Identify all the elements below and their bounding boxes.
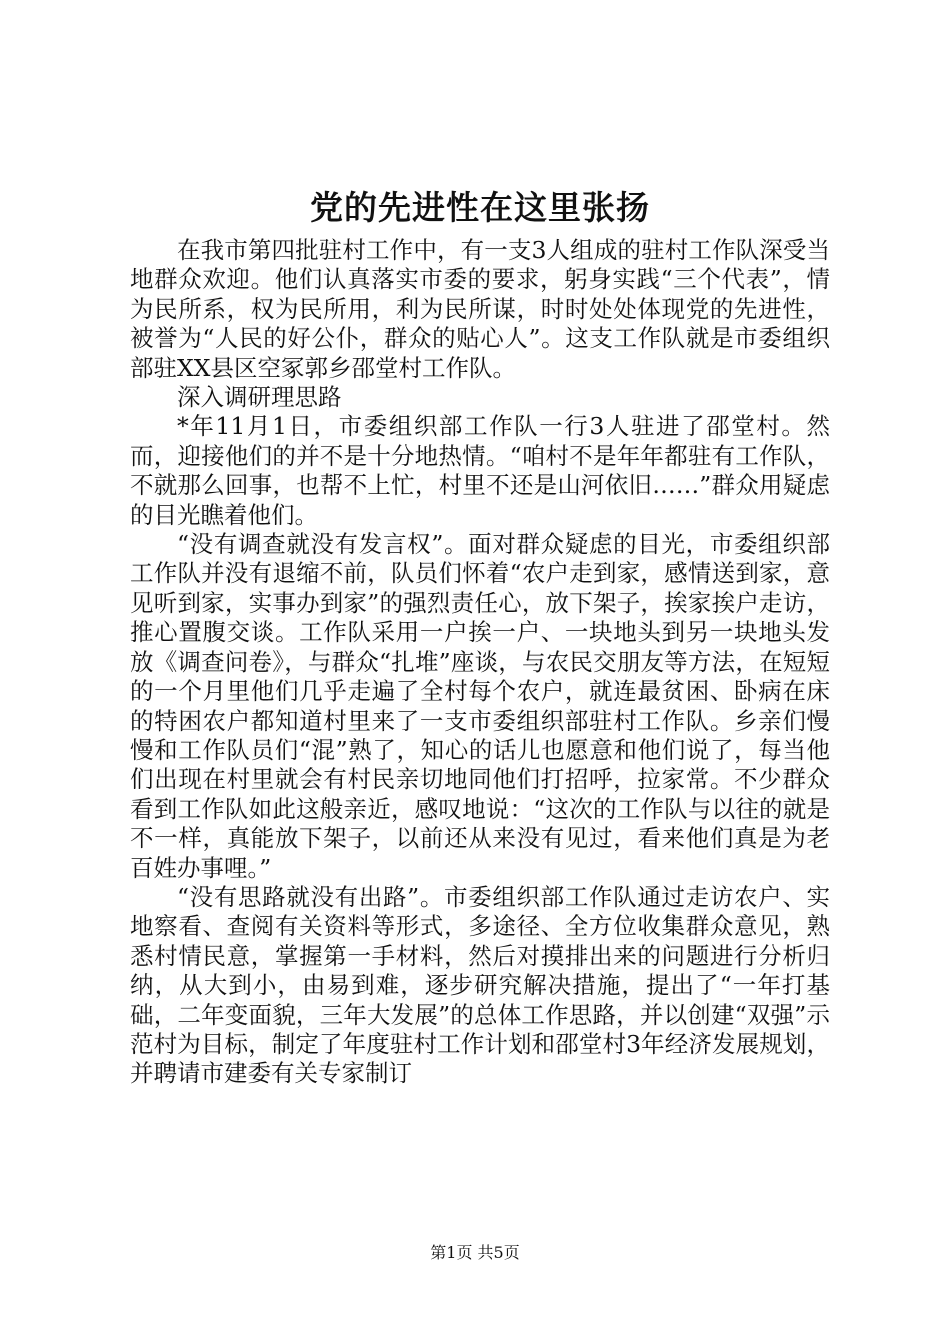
page-footer: 第1页 共5页 bbox=[430, 1243, 520, 1262]
document-body bbox=[130, 236, 830, 1089]
document-page bbox=[130, 180, 830, 1089]
section-heading: 深入调研理思路 bbox=[177, 383, 342, 412]
paragraph-investigation: “没有调查就没有发言权”。面对群众疑虑的目光，市委组织部工作队并没有退缩不前，队员们怀着“农户走到家，感情送到家，意见听到家，实事办到家”的强烈责任心，放下架子，挨家挨户走访，推心置腹交谈。工作队采用一户挨一户、一块地头到另一块地头发放《调查问卷》，与群众“扎堆”座谈，与农民交朋友等方法，在短短的一个月里他们几乎走遍了全村每个农户，就连最贫困、卧病在床的特困农户都知道村里来了一支市委组织部驻村工作队。乡亲们慢慢和工作队员们“混”熟了，知心的话儿也愿意和他们说了，每当他们出现在村里就会有村民亲切地同他们打招呼，拉家常。不少群众看到工作队如此这般亲近，感叹地说：“这次的工作队与以往的就是不一样，真能放下架子，以前还从来没有见过，看来他们真是为老百姓办事哩。” bbox=[130, 530, 830, 882]
paragraph-planning: “没有思路就没有出路”。市委组织部工作队通过走访农户、实地察看、查阅有关资料等形式，多途径、全方位收集群众意见，熟悉村情民意，掌握第一手材料，然后对摸排出来的问题进行分析归纳，从大到小，由易到难，逐步研究解决措施，提出了“一年打基础，二年变面貌，三年大发展”的总体工作思路，并以创建“双强”示范村为目标，制定了年度驻村工作计划和邵堂村3年经济发展规划，并聘请市建委有关专家制订 bbox=[130, 882, 830, 1088]
paragraph-arrival: *年11月1日，市委组织部工作队一行3人驻进了邵堂村。然而，迎接他们的并不是十分地热情。“咱村不是年年都驻有工作队，不就那么回事，也帮不上忙，村里不还是山河依旧……”群众用疑虑的目光瞧着他们。 bbox=[130, 412, 830, 529]
paragraph-intro: 在我市第四批驻村工作中，有一支3人组成的驻村工作队深受当地群众欢迎。他们认真落实市委的要求，躬身实践“三个代表”，情为民所系，权为民所用，利为民所谋，时时处处体现党的先进性，被誉为“人民的好公仆，群众的贴心人”。这支工作队就是市委组织部驻XX县区空冢郭乡邵堂村工作队。 bbox=[130, 236, 830, 382]
document-title: 党的先进性在这里张扬 bbox=[310, 188, 650, 227]
